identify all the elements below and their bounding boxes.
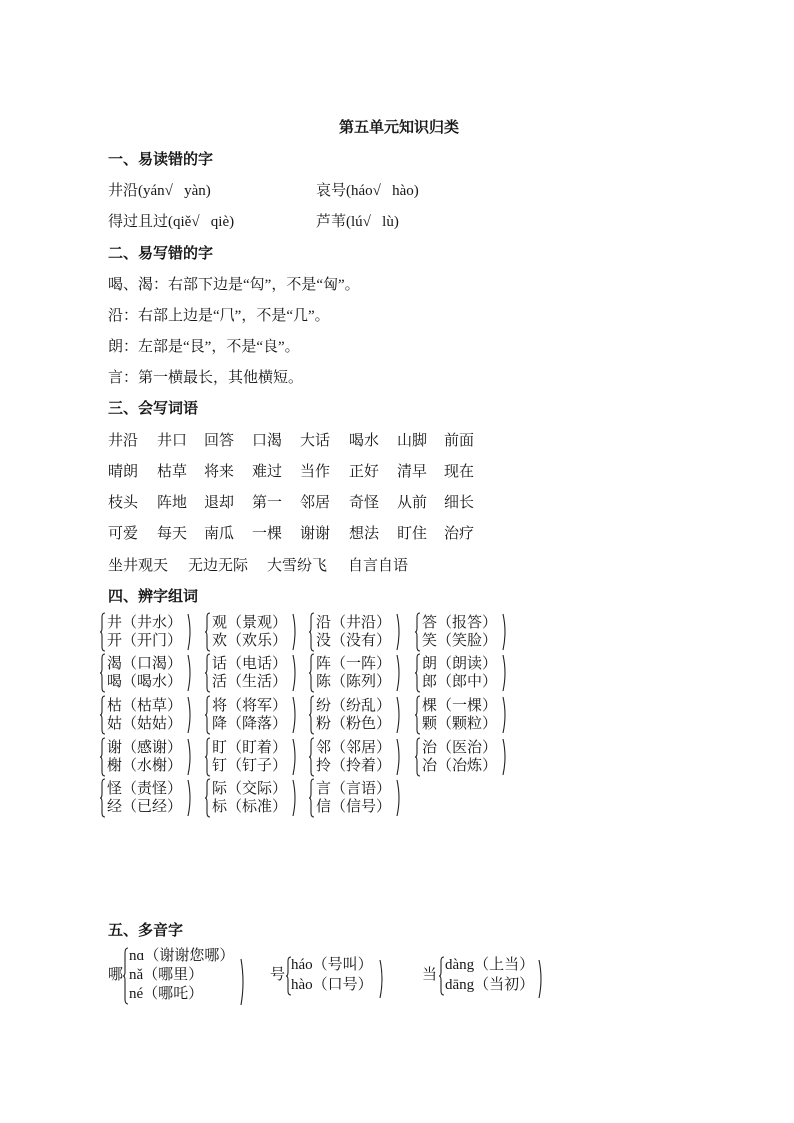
word: 井口 bbox=[157, 433, 188, 449]
word-pair-item: 标（标准） bbox=[212, 799, 288, 815]
right-paren bbox=[292, 737, 298, 777]
word-pair-group bbox=[414, 653, 514, 693]
section-heading-read-errors: 一、易读错的字 bbox=[108, 152, 214, 168]
section-heading-write-errors: 二、易写错的字 bbox=[108, 246, 214, 262]
word-pair-item: 经（已经） bbox=[107, 799, 183, 815]
word-pair-item: 答（报答） bbox=[422, 615, 498, 631]
word-pair-item: 降（降落） bbox=[212, 716, 288, 732]
left-brace bbox=[204, 695, 211, 735]
polyphone-char: 当 bbox=[422, 967, 438, 983]
right-paren bbox=[396, 778, 402, 818]
right-paren bbox=[502, 695, 508, 735]
word: 喝水 bbox=[349, 433, 380, 449]
word-pair-item: 谢（感谢） bbox=[107, 740, 183, 756]
word-pair-item: 钉（钉子） bbox=[212, 758, 288, 774]
section-heading-polyphones: 五、多音字 bbox=[108, 923, 184, 939]
word: 晴朗 bbox=[108, 464, 139, 480]
word-pair-item: 邻（邻居） bbox=[316, 740, 392, 756]
word-pair-item: 阵（一阵） bbox=[316, 656, 392, 672]
word-pair-item: 沿（井沿） bbox=[316, 615, 392, 631]
word: 邻居 bbox=[300, 495, 331, 511]
right-paren bbox=[502, 612, 508, 652]
polyphone-char: 号 bbox=[270, 967, 286, 983]
word-pair-item: 粉（粉色） bbox=[316, 716, 392, 732]
word-pair-group bbox=[414, 612, 514, 652]
write-error-line: 朗：左部是“⾉”，不是“良”。 bbox=[108, 339, 300, 355]
left-brace bbox=[308, 653, 315, 693]
word: 清早 bbox=[397, 464, 428, 480]
word-pair-item: 言（言语） bbox=[316, 781, 392, 797]
read-error-item: 芦苇(lú√ lù) bbox=[316, 214, 399, 230]
word-pair-group bbox=[204, 737, 304, 777]
left-brace bbox=[204, 612, 211, 652]
left-brace bbox=[122, 947, 129, 1005]
word: 细长 bbox=[444, 495, 475, 511]
word-pair-group bbox=[414, 695, 514, 735]
word-pair-group bbox=[99, 778, 199, 818]
word-pair-group bbox=[99, 695, 199, 735]
word-pair-item: 笑（笑脸） bbox=[422, 633, 498, 649]
word: 可爱 bbox=[108, 526, 139, 542]
word-pair-item: 姑（姑姑） bbox=[107, 716, 183, 732]
right-paren bbox=[187, 653, 193, 693]
word: 枯草 bbox=[157, 464, 188, 480]
word-pair-item: 喝（喝水） bbox=[107, 674, 183, 690]
polyphone-reading: dāng（当初） bbox=[445, 977, 535, 993]
word-pair-group bbox=[308, 612, 408, 652]
left-brace bbox=[99, 778, 106, 818]
right-paren bbox=[187, 612, 193, 652]
word: 前面 bbox=[444, 433, 475, 449]
left-brace bbox=[308, 612, 315, 652]
idiom: 无边无际 bbox=[188, 558, 249, 574]
polyphone-reading: dàng（上当） bbox=[445, 957, 535, 973]
right-paren bbox=[538, 958, 544, 1000]
word-pair-group bbox=[204, 695, 304, 735]
word: 每天 bbox=[157, 526, 188, 542]
left-brace bbox=[308, 778, 315, 818]
right-paren bbox=[292, 695, 298, 735]
word-pair-group bbox=[99, 612, 199, 652]
right-paren bbox=[379, 958, 385, 1000]
word-pair-group bbox=[414, 737, 514, 777]
read-error-item: 哀号(háo√ hào) bbox=[316, 183, 419, 199]
word-pair-item: 活（生活） bbox=[212, 674, 288, 690]
word-pair-group bbox=[308, 653, 408, 693]
idiom: 大雪纷飞 bbox=[267, 558, 328, 574]
polyphone-reading: háo（号叫） bbox=[291, 957, 373, 973]
word-pair-item: 朗（朗读） bbox=[422, 656, 498, 672]
word-pair-group bbox=[308, 695, 408, 735]
word: 正好 bbox=[349, 464, 380, 480]
left-brace bbox=[414, 737, 421, 777]
right-paren bbox=[396, 695, 402, 735]
polyphone-char: 哪 bbox=[108, 967, 124, 983]
word-pair-item: 治（医治） bbox=[422, 740, 498, 756]
word: 盯住 bbox=[397, 526, 428, 542]
right-paren bbox=[396, 612, 402, 652]
word: 枝头 bbox=[108, 495, 139, 511]
left-brace bbox=[99, 737, 106, 777]
left-brace bbox=[414, 612, 421, 652]
word-pair-item: 观（景观） bbox=[212, 615, 288, 631]
word-pair-group bbox=[204, 612, 304, 652]
right-paren bbox=[502, 737, 508, 777]
word-pair-item: 没（没有） bbox=[316, 633, 392, 649]
idiom: 坐井观天 bbox=[108, 558, 169, 574]
word: 回答 bbox=[204, 433, 235, 449]
word: 退却 bbox=[204, 495, 235, 511]
word: 奇怪 bbox=[349, 495, 380, 511]
word-pair-item: 陈（陈列） bbox=[316, 674, 392, 690]
word: 现在 bbox=[444, 464, 475, 480]
word-pair-item: 际（交际） bbox=[212, 781, 288, 797]
right-paren bbox=[292, 612, 298, 652]
word-pair-item: 郎（郎中） bbox=[422, 674, 498, 690]
word-pair-item: 话（电话） bbox=[212, 656, 288, 672]
word-pair-group bbox=[204, 778, 304, 818]
right-paren bbox=[187, 737, 193, 777]
right-paren bbox=[292, 653, 298, 693]
word: 谢谢 bbox=[300, 526, 331, 542]
word: 大话 bbox=[300, 433, 331, 449]
right-paren bbox=[240, 957, 246, 1007]
polyphone-reading: né（哪吒） bbox=[129, 986, 204, 1002]
word-pair-item: 将（将军） bbox=[212, 698, 288, 714]
word-pair-item: 枯（枯草） bbox=[107, 698, 183, 714]
left-brace bbox=[99, 653, 106, 693]
word-pair-group bbox=[99, 653, 199, 693]
page-title: 第五单元知识归类 bbox=[338, 120, 459, 136]
write-error-line: 言：第一横最长，其他横短。 bbox=[108, 370, 304, 386]
left-brace bbox=[99, 695, 106, 735]
word-pair-item: 欢（欢乐） bbox=[212, 633, 288, 649]
right-paren bbox=[292, 778, 298, 818]
right-paren bbox=[187, 778, 193, 818]
polyphone-reading: hào（口号） bbox=[291, 977, 373, 993]
right-paren bbox=[396, 737, 402, 777]
word: 想法 bbox=[349, 526, 380, 542]
write-error-line: 沿：右部上边是“⺇”，不是“几”。 bbox=[108, 308, 330, 324]
word-pair-item: 颗（颗粒） bbox=[422, 716, 498, 732]
left-brace bbox=[204, 737, 211, 777]
word-pair-group bbox=[308, 737, 408, 777]
word-pair-item: 怪（责怪） bbox=[107, 781, 183, 797]
word-pair-item: 渴（口渴） bbox=[107, 656, 183, 672]
word: 井沿 bbox=[108, 433, 139, 449]
word: 治疗 bbox=[444, 526, 475, 542]
left-brace bbox=[414, 653, 421, 693]
left-brace bbox=[204, 653, 211, 693]
left-brace bbox=[204, 778, 211, 818]
section-heading-distinguish: 四、辨字组词 bbox=[108, 589, 199, 605]
word: 山脚 bbox=[397, 433, 428, 449]
word: 一棵 bbox=[252, 526, 283, 542]
polyphone-reading: nǎ（哪里） bbox=[129, 967, 204, 983]
word-pair-group bbox=[204, 653, 304, 693]
left-brace bbox=[308, 737, 315, 777]
word-pair-item: 榭（水榭） bbox=[107, 758, 183, 774]
word-pair-group bbox=[99, 737, 199, 777]
word: 从前 bbox=[397, 495, 428, 511]
read-error-item: 得过且过(qiě√ qiè) bbox=[108, 214, 235, 230]
word: 阵地 bbox=[157, 495, 188, 511]
word-pair-item: 井（井水） bbox=[107, 615, 183, 631]
left-brace bbox=[414, 695, 421, 735]
word-pair-item: 开（开门） bbox=[107, 633, 183, 649]
word: 南瓜 bbox=[204, 526, 235, 542]
polyphone-reading: nɑ（谢谢您哪） bbox=[129, 948, 235, 964]
word-pair-group bbox=[308, 778, 408, 818]
word: 当作 bbox=[300, 464, 331, 480]
word: 口渴 bbox=[252, 433, 283, 449]
word-pair-item: 拎（拎着） bbox=[316, 758, 392, 774]
left-brace bbox=[438, 956, 445, 996]
word: 难过 bbox=[252, 464, 283, 480]
word-pair-item: 冶（冶炼） bbox=[422, 758, 498, 774]
right-paren bbox=[396, 653, 402, 693]
section-heading-words: 三、会写词语 bbox=[108, 401, 199, 417]
word-pair-item: 棵（一棵） bbox=[422, 698, 498, 714]
left-brace bbox=[308, 695, 315, 735]
word: 第一 bbox=[252, 495, 283, 511]
write-error-line: 喝、渴：右部下边是“匃”，不是“匈”。 bbox=[108, 277, 360, 293]
right-paren bbox=[502, 653, 508, 693]
word-pair-item: 盯（盯着） bbox=[212, 740, 288, 756]
read-error-item: 井沿(yán√ yàn) bbox=[108, 183, 211, 199]
idiom: 自言自语 bbox=[348, 558, 409, 574]
left-brace bbox=[99, 612, 106, 652]
right-paren bbox=[187, 695, 193, 735]
word: 将来 bbox=[204, 464, 235, 480]
word-pair-item: 纷（纷乱） bbox=[316, 698, 392, 714]
word-pair-item: 信（信号） bbox=[316, 799, 392, 815]
